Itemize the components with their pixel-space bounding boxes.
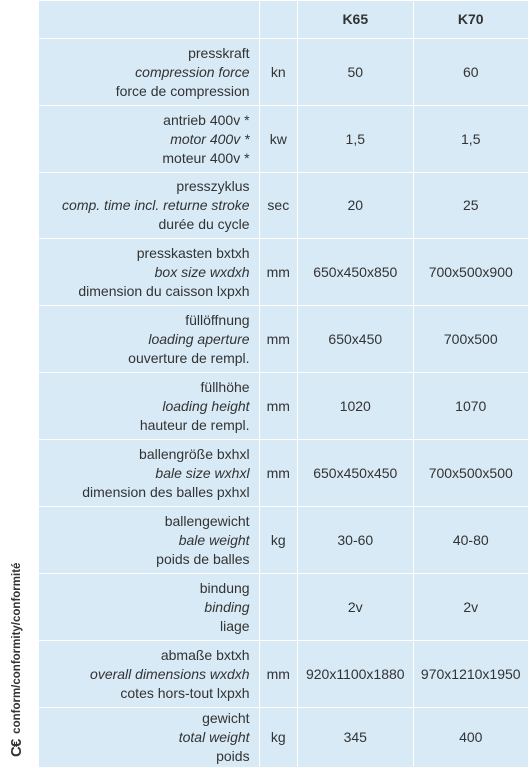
table-row [39,39,529,106]
row-label [39,440,260,507]
label-french: poids [216,748,250,764]
value-cell-k65: 50 [298,39,413,106]
table-row [39,106,529,173]
label-english: bale size wxhxl [155,464,250,481]
label-french: force de compression [115,82,250,99]
table-row [39,507,529,574]
row-label [39,641,260,708]
label-english: loading height [162,397,250,414]
row-label [39,373,260,440]
row-label [39,173,260,239]
table-row [39,173,529,239]
row-label [39,507,260,574]
value-cell-k70: 2v [413,574,529,641]
value-cell-k65: 650x450x850 [298,239,413,306]
value-cell-k65: 30-60 [298,507,413,574]
label-french: ouverture de rempl. [128,349,250,366]
value-cell-k70: 700x500x900 [413,239,529,306]
column-header-k65: K65 [298,1,413,39]
label-german: gewicht [202,710,250,726]
conformity-text-block [8,563,25,757]
label-german: füllhöhe [200,378,250,395]
value-cell-k70: 25 [413,173,529,239]
value-cell-k70: 1,5 [413,106,529,173]
label-english: box size wxdxh [154,263,250,280]
label-german: antrieb 400v * [163,111,250,128]
label-german: ballengewicht [164,512,250,529]
label-german: presskraft [188,44,250,61]
label-english: loading aperture [148,330,250,347]
table-row [39,373,529,440]
label-german: bindung [199,579,250,596]
label-french: hauteur de rempl. [139,416,250,433]
value-cell-k65: 650x450 [298,306,413,373]
unit-cell: sec [259,173,298,239]
label-english: bale weight [178,531,250,548]
table-row [39,641,529,708]
unit-cell: mm [259,641,298,708]
label-german: presskasten bxtxh [136,244,250,261]
value-cell-k70: 40-80 [413,507,529,574]
spec-table [38,0,529,768]
table-row [39,306,529,373]
row-label [39,708,260,768]
conformity-side-label [0,0,38,767]
value-cell-k70: 60 [413,39,529,106]
label-german: presszyklus [176,178,250,194]
table-row [39,574,529,641]
row-label [39,39,260,106]
unit-cell: kg [259,708,298,768]
table-row [39,440,529,507]
label-french: liage [219,617,250,634]
unit-cell: mm [259,239,298,306]
value-cell-k70: 400 [413,708,529,768]
row-label [39,574,260,641]
label-english: binding [204,598,250,615]
label-french: moteur 400v * [162,149,250,166]
value-cell-k65: 345 [298,708,413,768]
header-empty-cell [39,1,260,39]
header-unit-cell [259,1,298,39]
label-french: poids de balles [156,550,250,567]
conformity-text: conform/conformity/conformité [10,562,23,734]
table-row [39,239,529,306]
row-label [39,106,260,173]
value-cell-k70: 970x1210x1950 [413,641,529,708]
label-french: dimension des balles pxhxl [82,483,250,500]
value-cell-k65: 20 [298,173,413,239]
unit-cell: kg [259,507,298,574]
label-german: ballengröße bxhxl [139,445,250,462]
value-cell-k65: 1020 [298,373,413,440]
label-french: cotes hors-tout lxpxh [120,684,250,701]
ce-mark-icon: C€ [8,739,25,757]
label-english: total weight [178,729,250,745]
unit-cell: mm [259,373,298,440]
unit-cell: mm [259,306,298,373]
value-cell-k65: 1,5 [298,106,413,173]
header-row [39,1,529,39]
column-header-k70: K70 [413,1,529,39]
row-label [39,306,260,373]
value-cell-k70: 700x500x500 [413,440,529,507]
unit-cell [259,574,298,641]
label-english: comp. time incl. returne stroke [62,197,250,213]
value-cell-k65: 920x1100x1880 [298,641,413,708]
label-english: overall dimensions wxdxh [90,665,250,682]
label-french: durée du cycle [158,216,250,232]
label-french: dimension du caisson lxpxh [78,282,250,299]
value-cell-k70: 700x500 [413,306,529,373]
value-cell-k70: 1070 [413,373,529,440]
label-english: motor 400v * [170,130,250,147]
row-label [39,239,260,306]
value-cell-k65: 650x450x450 [298,440,413,507]
table-row [39,708,529,768]
label-german: füllöffnung [185,311,250,328]
label-german: abmaße bxtxh [160,646,250,663]
unit-cell: kn [259,39,298,106]
unit-cell: kw [259,106,298,173]
unit-cell: mm [259,440,298,507]
label-english: compression force [135,63,250,80]
value-cell-k65: 2v [298,574,413,641]
